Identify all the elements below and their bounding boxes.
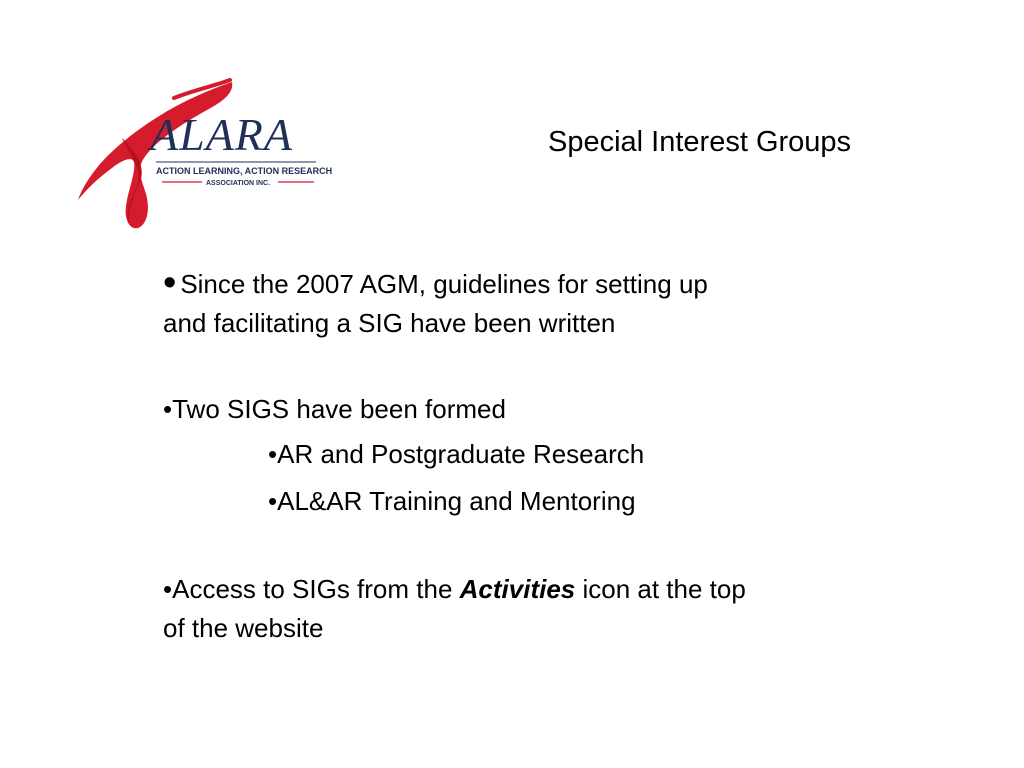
slide-title: Special Interest Groups (548, 126, 852, 158)
logo-wordmark: ALARA (150, 109, 293, 160)
alara-logo (64, 78, 344, 238)
bullet-marker: • (163, 262, 177, 304)
bullet-sigs-formed: •Two SIGS have been formed (163, 394, 506, 424)
logo-tagline-1: ACTION LEARNING, ACTION RESEARCH (156, 166, 333, 176)
logo-tagline-2: ASSOCIATION INC. (206, 180, 271, 187)
slide-body (163, 264, 923, 648)
bullet-guidelines (163, 264, 923, 343)
activities-emphasis: Activities (459, 574, 576, 604)
bullet-guidelines-line2: and facilitating a SIG have been written (163, 308, 616, 338)
sub-item-ar-postgraduate: •AR and Postgraduate Research (268, 439, 645, 469)
bullet-access-line2: of the website (163, 613, 324, 643)
bullet-access-sigs (163, 570, 923, 648)
bullet-access-prefix: •Access to SIGs from the (163, 574, 460, 604)
bullet-guidelines-line1: Since the 2007 AGM, guidelines for setting up (180, 269, 708, 299)
bullet-access-suffix: icon at the top (575, 574, 746, 604)
alara-logo-graphic (64, 78, 344, 238)
sub-item-training-mentoring: •AL&AR Training and Mentoring (268, 486, 636, 516)
